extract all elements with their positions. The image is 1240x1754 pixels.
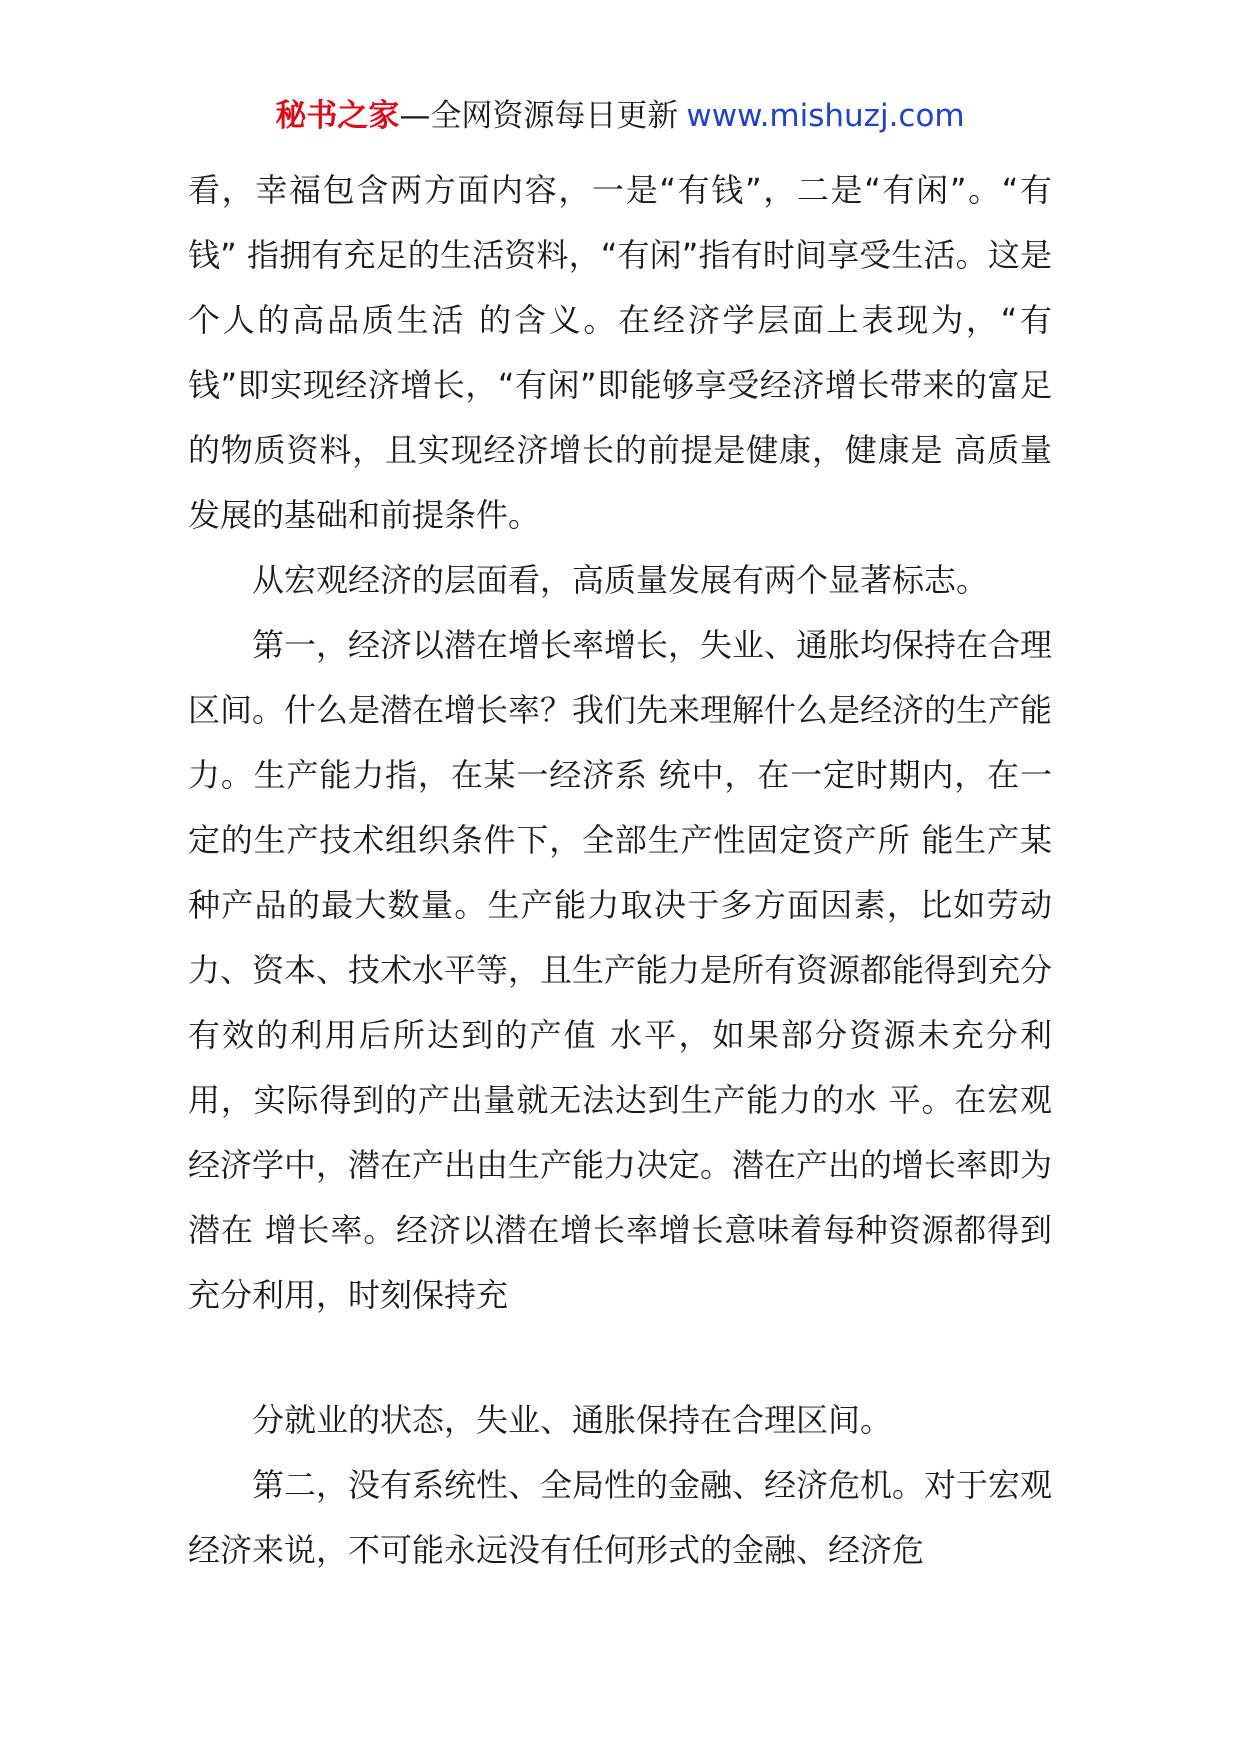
paragraph-second-sign: 第二，没有系统性、全局性的金融、经济危机。对于宏观经济来说，不可能永远没有任何形式的金融、经济危 <box>188 1466 1053 1569</box>
site-brand: 秘书之家 <box>275 98 400 134</box>
paragraph-happiness: 看，幸福包含两方面内容，一是“有钱”，二是“有闲”。“有钱” 指拥有充足的生活资料，“有闲”指有时间享受生活。这是个人的高品质生活 的含义。在经济学层面上表现为，“有钱”即实现经济增长，“有闲”即能够享受经济增长带来的富足的物质资料，且实现经济增长的前提是健康，健康是 高质量发展的基础和前提条件。 <box>188 171 1052 534</box>
body-text-lower <box>188 1388 1052 1583</box>
paragraph-two-signs: 从宏观经济的层面看，高质量发展有两个显著标志。 <box>252 561 989 599</box>
site-header <box>0 96 1240 136</box>
paragraph-first-sign: 第一，经济以潜在增长率增长，失业、通胀均保持在合理区间。什么是潜在增长率？我们先来理解什么是经济的生产能力。生产能力指，在某一经济系 统中，在一定时期内，在一定的生产技术组织条件下，全部生产性固定资产所 能生产某种产品的最大数量。生产能力取决于多方面因素，比如劳动力、资本、技术水平等，且生产能力是所有资源都能得到充分有效的利用后所达到的产值 水平，如果部分资源未充分利用，实际得到的产出量就无法达到生产能力的水 平。在宏观经济学中，潜在产出由生产能力决定。潜在产出的增长率即为潜在 增长率。经济以潜在增长率增长意味着每种资源都得到充分利用，时刻保持充 <box>188 626 1053 1314</box>
site-slogan: —全网资源每日更新 <box>399 98 679 134</box>
site-url-link[interactable]: www.mishuzj.com <box>686 98 965 134</box>
paragraph-full-employment: 分就业的状态，失业、通胀保持在合理区间。 <box>252 1401 893 1439</box>
body-text-upper <box>188 158 1052 1328</box>
